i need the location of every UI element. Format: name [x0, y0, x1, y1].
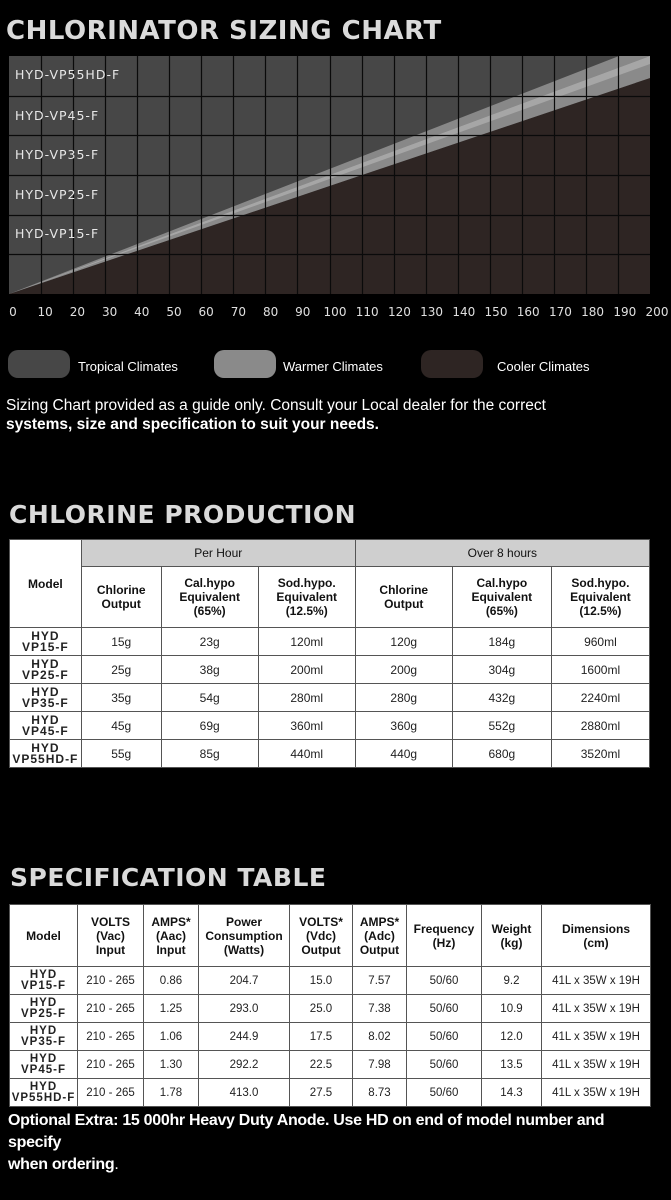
table-cell: 3520ml: [551, 740, 649, 768]
legend-swatch-cooler: [421, 350, 483, 378]
production-subheader: Sod.hypo. Equivalent (12.5%): [551, 567, 649, 628]
table-row: [10, 1023, 651, 1051]
table-cell: 280ml: [258, 684, 355, 712]
table-cell: 8.02: [353, 1023, 407, 1051]
table-cell: 23g: [161, 628, 258, 656]
optional-extra-note: [8, 1110, 658, 1176]
spec-header: VOLTS (Vac) Input: [78, 905, 144, 967]
table-cell: 0.86: [144, 967, 199, 995]
spec-header: Weight (kg): [482, 905, 542, 967]
spec-table: [9, 904, 651, 1107]
over-8-hours-header: Over 8 hours: [355, 540, 649, 567]
table-cell: 25g: [81, 656, 161, 684]
x-tick-label: 190: [613, 305, 637, 319]
production-subheader: Sod.hypo. Equivalent (12.5%): [258, 567, 355, 628]
table-row: [10, 656, 650, 684]
model-cell: HYD VP25-F: [10, 656, 82, 684]
per-hour-header: Per Hour: [81, 540, 355, 567]
production-model-header: Model: [10, 540, 82, 628]
table-cell: 50/60: [407, 967, 482, 995]
table-cell: 680g: [452, 740, 551, 768]
sizing-note: [6, 396, 646, 434]
table-cell: 1.78: [144, 1079, 199, 1107]
x-tick-label: 80: [262, 305, 279, 319]
row-label-vp25: HYD-VP25-F: [15, 187, 100, 202]
table-cell: 200g: [355, 656, 452, 684]
model-cell: HYD VP15-F: [10, 967, 78, 995]
legend-label-tropical: Tropical Climates: [78, 359, 178, 374]
table-cell: 120g: [355, 628, 452, 656]
table-cell: 210 - 265: [78, 1051, 144, 1079]
x-tick-label: 30: [101, 305, 118, 319]
table-cell: 1.25: [144, 995, 199, 1023]
table-row: [10, 1079, 651, 1107]
x-tick-label: 130: [420, 305, 444, 319]
table-cell: 293.0: [199, 995, 290, 1023]
x-tick-label: 20: [69, 305, 86, 319]
table-cell: 360g: [355, 712, 452, 740]
x-tick-label: 160: [516, 305, 540, 319]
legend-swatch-tropical: [8, 350, 70, 378]
spec-header-row: [10, 905, 651, 967]
table-cell: 552g: [452, 712, 551, 740]
x-tick-label: 70: [230, 305, 247, 319]
table-cell: 210 - 265: [78, 1023, 144, 1051]
table-cell: 304g: [452, 656, 551, 684]
table-cell: 8.73: [353, 1079, 407, 1107]
x-tick-label: 120: [387, 305, 411, 319]
x-tick-label: 40: [134, 305, 150, 319]
x-tick-label: 0: [9, 305, 17, 319]
production-table-body: [10, 628, 650, 768]
model-cell: HYD VP25-F: [10, 995, 78, 1023]
table-cell: 38g: [161, 656, 258, 684]
table-cell: 440ml: [258, 740, 355, 768]
table-cell: 2880ml: [551, 712, 649, 740]
sizing-chart-plot: [9, 56, 650, 294]
table-cell: 14.3: [482, 1079, 542, 1107]
x-tick-label: 90: [295, 305, 311, 319]
model-cell: HYD VP35-F: [10, 1023, 78, 1051]
model-cell: HYD VP45-F: [10, 1051, 78, 1079]
table-cell: 41L x 35W x 19H: [542, 995, 651, 1023]
table-cell: 50/60: [407, 1051, 482, 1079]
sizing-note-line1: Sizing Chart provided as a guide only. Consult your Local dealer for the correct: [6, 397, 546, 414]
table-cell: 27.5: [290, 1079, 353, 1107]
table-cell: 45g: [81, 712, 161, 740]
table-row: [10, 995, 651, 1023]
optional-extra-line1: Optional Extra: 15 000hr Heavy Duty Anode. Use HD on end of model number and specify: [8, 1112, 605, 1151]
production-title: CHLORINE PRODUCTION: [9, 500, 357, 529]
table-row: [10, 967, 651, 995]
table-cell: 15.0: [290, 967, 353, 995]
table-cell: 41L x 35W x 19H: [542, 1023, 651, 1051]
table-row: [10, 1051, 651, 1079]
production-subheader: Chlorine Output: [355, 567, 452, 628]
table-cell: 54g: [161, 684, 258, 712]
x-tick-label: 140: [452, 305, 476, 319]
table-cell: 41L x 35W x 19H: [542, 1079, 651, 1107]
legend-swatch-warmer: [214, 350, 276, 378]
x-tick-label: 60: [198, 305, 214, 319]
spec-title: SPECIFICATION TABLE: [10, 863, 327, 892]
table-cell: 413.0: [199, 1079, 290, 1107]
table-cell: 10.9: [482, 995, 542, 1023]
row-label-vp45: HYD-VP45-F: [15, 108, 100, 123]
table-cell: 22.5: [290, 1051, 353, 1079]
table-cell: 432g: [452, 684, 551, 712]
optional-extra-end: .: [114, 1156, 119, 1173]
row-label-vp55hd: HYD-VP55HD-F: [15, 67, 121, 82]
spec-header: Dimensions (cm): [542, 905, 651, 967]
production-subheader: Cal.hypo Equivalent (65%): [452, 567, 551, 628]
table-cell: 244.9: [199, 1023, 290, 1051]
table-cell: 7.57: [353, 967, 407, 995]
x-tick-label: 100: [323, 305, 347, 319]
table-cell: 120ml: [258, 628, 355, 656]
table-cell: 35g: [81, 684, 161, 712]
spec-header: AMPS* (Adc) Output: [353, 905, 407, 967]
table-cell: 15g: [81, 628, 161, 656]
x-tick-label: 200: [645, 305, 669, 319]
table-cell: 280g: [355, 684, 452, 712]
table-cell: 1600ml: [551, 656, 649, 684]
table-cell: 55g: [81, 740, 161, 768]
table-cell: 85g: [161, 740, 258, 768]
model-cell: HYD VP55HD-F: [10, 1079, 78, 1107]
table-cell: 200ml: [258, 656, 355, 684]
table-cell: 1.06: [144, 1023, 199, 1051]
table-cell: 69g: [161, 712, 258, 740]
production-table: [9, 539, 650, 768]
optional-extra-line2: when ordering: [8, 1156, 115, 1173]
table-cell: 210 - 265: [78, 1079, 144, 1107]
production-subheader: Chlorine Output: [81, 567, 161, 628]
table-cell: 7.38: [353, 995, 407, 1023]
row-label-vp35: HYD-VP35-F: [15, 147, 100, 162]
sizing-chart-title: CHLORINATOR SIZING CHART: [6, 16, 442, 46]
model-cell: HYD VP55HD-F: [10, 740, 82, 768]
table-cell: 9.2: [482, 967, 542, 995]
table-cell: 17.5: [290, 1023, 353, 1051]
x-tick-label: 110: [355, 305, 379, 319]
table-cell: 50/60: [407, 995, 482, 1023]
table-cell: 50/60: [407, 1023, 482, 1051]
spec-header: Frequency (Hz): [407, 905, 482, 967]
x-tick-label: 10: [37, 305, 53, 319]
table-row: [10, 684, 650, 712]
table-cell: 13.5: [482, 1051, 542, 1079]
table-row: [10, 628, 650, 656]
legend-label-cooler: Cooler Climates: [497, 359, 590, 374]
sizing-note-line2: systems, size and specification to suit your needs.: [6, 416, 379, 433]
table-cell: 2240ml: [551, 684, 649, 712]
spec-header: AMPS* (Aac) Input: [144, 905, 199, 967]
table-cell: 210 - 265: [78, 995, 144, 1023]
production-subheader-row: [10, 567, 650, 628]
table-cell: 204.7: [199, 967, 290, 995]
spec-header: Power Consumption (Watts): [199, 905, 290, 967]
table-row: [10, 740, 650, 768]
model-cell: HYD VP15-F: [10, 628, 82, 656]
table-cell: 360ml: [258, 712, 355, 740]
table-cell: 50/60: [407, 1079, 482, 1107]
table-cell: 12.0: [482, 1023, 542, 1051]
table-cell: 292.2: [199, 1051, 290, 1079]
table-cell: 41L x 35W x 19H: [542, 1051, 651, 1079]
table-cell: 440g: [355, 740, 452, 768]
x-tick-label: 150: [484, 305, 508, 319]
table-cell: 184g: [452, 628, 551, 656]
row-label-vp15: HYD-VP15-F: [15, 226, 100, 241]
legend-label-warmer: Warmer Climates: [283, 359, 383, 374]
sizing-chart: [9, 56, 650, 294]
table-cell: 7.98: [353, 1051, 407, 1079]
model-cell: HYD VP35-F: [10, 684, 82, 712]
production-subheader: Cal.hypo Equivalent (65%): [161, 567, 258, 628]
table-cell: 1.30: [144, 1051, 199, 1079]
x-tick-label: 170: [548, 305, 572, 319]
x-tick-label: 50: [166, 305, 182, 319]
table-row: [10, 712, 650, 740]
spec-table-body: [10, 967, 651, 1107]
table-cell: 25.0: [290, 995, 353, 1023]
spec-header: Model: [10, 905, 78, 967]
table-cell: 960ml: [551, 628, 649, 656]
model-cell: HYD VP45-F: [10, 712, 82, 740]
x-tick-label: 180: [581, 305, 605, 319]
table-cell: 41L x 35W x 19H: [542, 967, 651, 995]
spec-header: VOLTS* (Vdc) Output: [290, 905, 353, 967]
table-cell: 210 - 265: [78, 967, 144, 995]
